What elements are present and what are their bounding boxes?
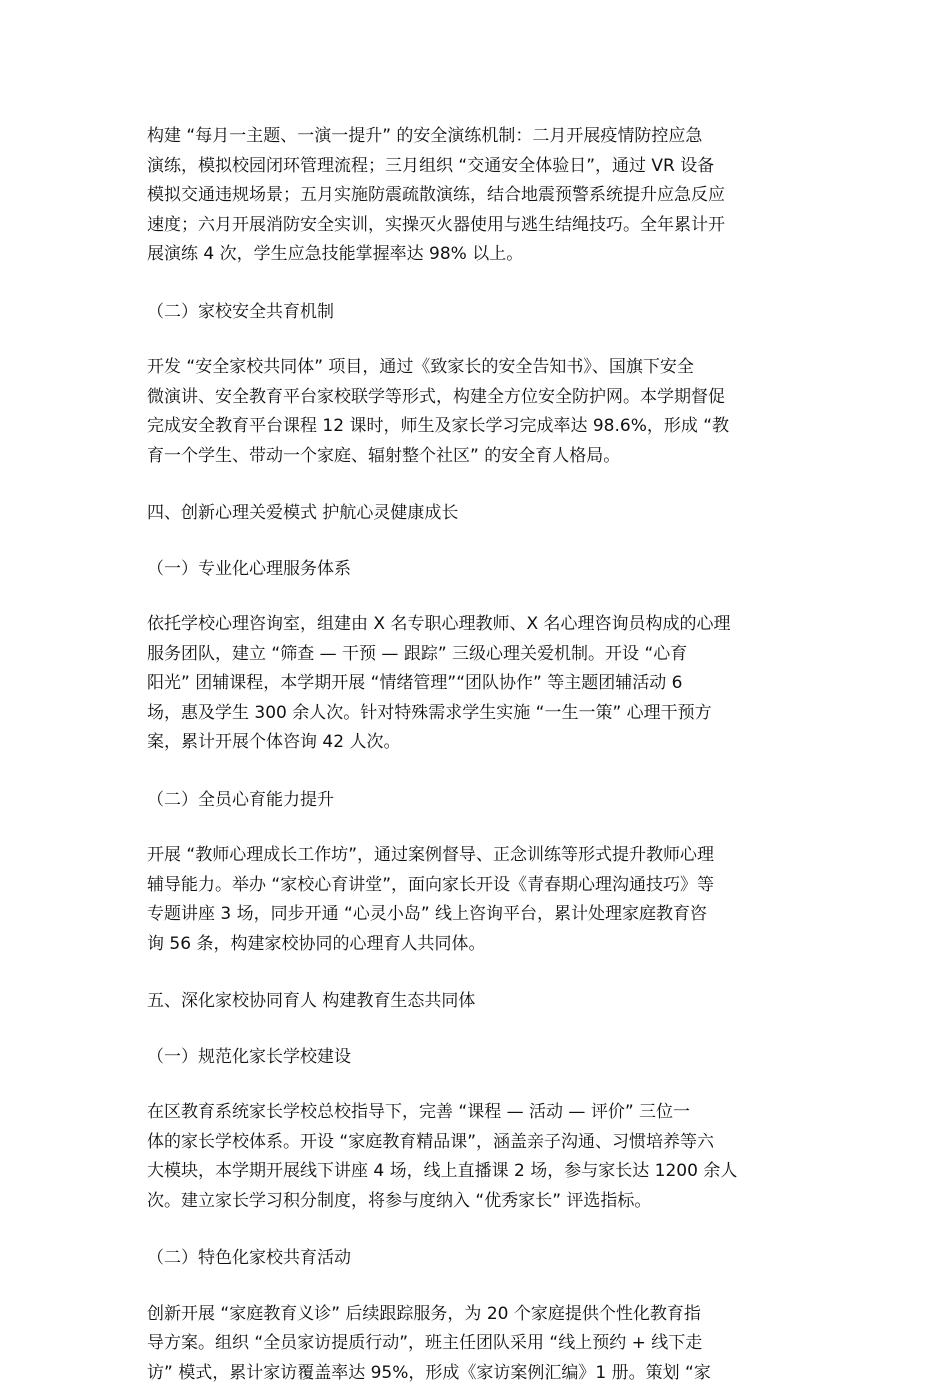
heading-section-five	[147, 987, 807, 1017]
text-line: 访” 模式，累计家访覆盖率达 95%，形成《家访案例汇编》1 册。策划 “家	[147, 1359, 807, 1388]
text-line: 案，累计开展个体咨询 42 人次。	[147, 728, 807, 758]
subheading-text: （二）家校安全共育机制	[147, 298, 807, 328]
paragraph-safety-drills	[147, 122, 807, 270]
text-line: 在区教育系统家长学校总校指导下，完善 “课程 — 活动 — 评价” 三位一	[147, 1098, 807, 1128]
heading-text: 五、深化家校协同育人 构建教育生态共同体	[147, 987, 807, 1017]
text-line: 服务团队，建立 “筛查 — 干预 — 跟踪” 三级心理关爱机制。开设 “心育	[147, 640, 807, 670]
text-line: 微演讲、安全教育平台家校联学等形式，构建全方位安全防护网。本学期督促	[147, 383, 807, 413]
text-line: 演练，模拟校园闭环管理流程；三月组织 “交通安全体验日”，通过 VR 设备	[147, 152, 807, 182]
text-line: 依托学校心理咨询室，组建由 X 名专职心理教师、X 名心理咨询员构成的心理	[147, 610, 807, 640]
subheading-text: （二）全员心育能力提升	[147, 786, 807, 816]
text-line: 阳光” 团辅课程，本学期开展 “情绪管理”“团队协作” 等主题团辅活动 6	[147, 669, 807, 699]
subheading-text: （二）特色化家校共育活动	[147, 1244, 807, 1274]
subheading-text: （一）专业化心理服务体系	[147, 555, 807, 585]
text-line: 次。建立家长学习积分制度，将参与度纳入 “优秀家长” 评选指标。	[147, 1187, 807, 1217]
heading-text: 四、创新心理关爱模式 护航心灵健康成长	[147, 499, 807, 529]
subheading-psych-capacity	[147, 786, 807, 816]
text-line: 体的家长学校体系。开设 “家庭教育精品课”，涵盖亲子沟通、习惯培养等六	[147, 1128, 807, 1158]
text-line: 开展 “教师心理成长工作坊”，通过案例督导、正念训练等形式提升教师心理	[147, 841, 807, 871]
text-line: 辅导能力。举办 “家校心育讲堂”，面向家长开设《青春期心理沟通技巧》等	[147, 871, 807, 901]
text-line: 创新开展 “家庭教育义诊” 后续跟踪服务，为 20 个家庭提供个性化教育指	[147, 1300, 807, 1330]
text-line: 育一个学生、带动一个家庭、辐射整个社区” 的安全育人格局。	[147, 442, 807, 472]
paragraph-psych-capacity	[147, 841, 807, 959]
paragraph-parent-school	[147, 1098, 807, 1216]
subheading-psych-service	[147, 555, 807, 585]
subheading-home-school-safety	[147, 298, 807, 328]
text-line: 开发 “安全家校共同体” 项目，通过《致家长的安全告知书》、国旗下安全	[147, 353, 807, 383]
heading-section-four	[147, 499, 807, 529]
paragraph-psych-service	[147, 610, 807, 758]
text-line: 导方案。组织 “全员家访提质行动”，班主任团队采用 “线上预约 + 线下走	[147, 1329, 807, 1359]
document-body	[147, 122, 807, 1388]
text-line: 展演练 4 次，学生应急技能掌握率达 98% 以上。	[147, 240, 807, 270]
subheading-text: （一）规范化家长学校建设	[147, 1043, 807, 1073]
text-line: 速度；六月开展消防安全实训，实操灭火器使用与逃生结绳技巧。全年累计开	[147, 211, 807, 241]
text-line: 模拟交通违规场景；五月实施防震疏散演练，结合地震预警系统提升应急反应	[147, 181, 807, 211]
text-line: 大模块，本学期开展线下讲座 4 场，线上直播课 2 场，参与家长达 1200 余人	[147, 1157, 807, 1187]
text-line: 场，惠及学生 300 余人次。针对特殊需求学生实施 “一生一策” 心理干预方	[147, 699, 807, 729]
text-line: 构建 “每月一主题、一演一提升” 的安全演练机制：二月开展疫情防控应急	[147, 122, 807, 152]
paragraph-home-school-safety	[147, 353, 807, 471]
subheading-home-school-activities	[147, 1244, 807, 1274]
text-line: 专题讲座 3 场，同步开通 “心灵小岛” 线上咨询平台，累计处理家庭教育咨	[147, 900, 807, 930]
text-line: 完成安全教育平台课程 12 课时，师生及家长学习完成率达 98.6%，形成 “教	[147, 412, 807, 442]
subheading-parent-school	[147, 1043, 807, 1073]
text-line: 询 56 条，构建家校协同的心理育人共同体。	[147, 930, 807, 960]
